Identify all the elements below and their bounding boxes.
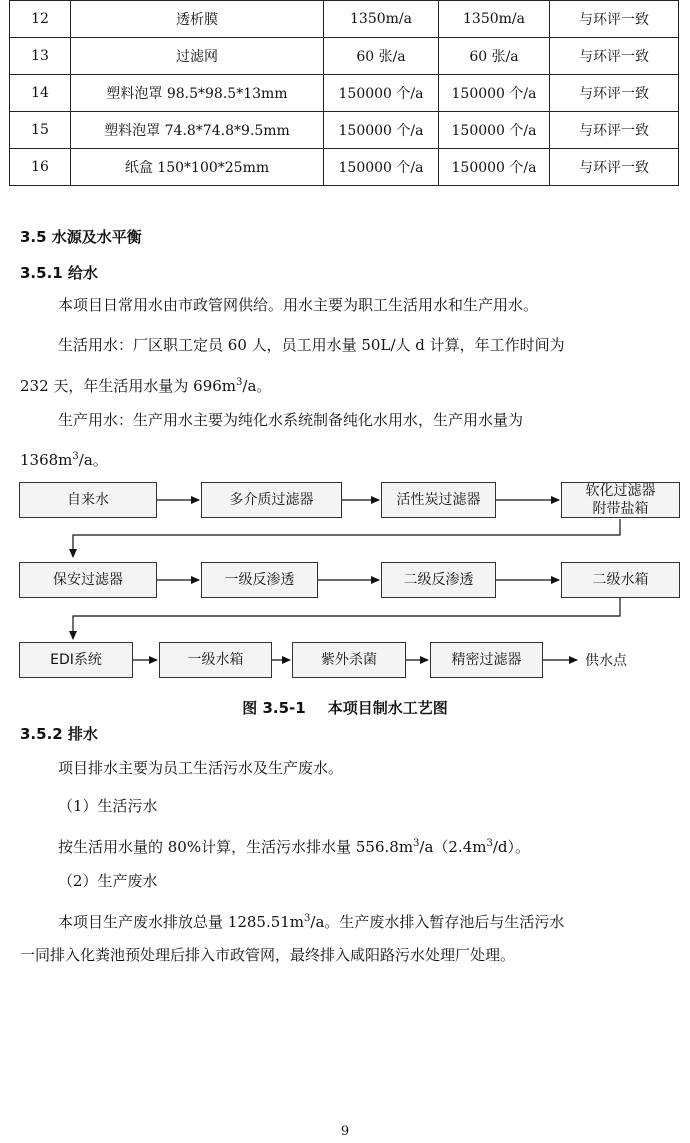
section-heading-water-balance: 3.5 水源及水平衡 [20,228,142,246]
actual-amount: 150000 个/a [439,75,550,112]
text-span: /a。生产废水排入暂存池后与生活污水 [310,913,565,931]
flow-box-activated-carbon-filter: 活性炭过滤器 [381,482,496,518]
superscript: 3 [304,913,311,924]
design-amount: 60 张/a [324,38,439,75]
superscript: 3 [413,838,420,849]
text-span: /d）。 [492,838,531,856]
consistency-note: 与环评一致 [550,75,679,112]
flow-box-tap-water: 自来水 [19,482,157,518]
actual-amount: 150000 个/a [439,149,550,186]
row-number: 16 [10,149,71,186]
superscript: 3 [236,377,243,388]
text-span: 按生活用水量的 80%计算，生活污水排水量 556.8m [58,838,414,856]
text-span: /a。 [78,451,108,469]
row-number: 12 [10,1,71,38]
flow-box-primary-tank: 一级水箱 [159,642,272,678]
material-name: 塑料泡罩 98.5*98.5*13mm [71,75,324,112]
row-number: 14 [10,75,71,112]
design-amount: 150000 个/a [324,149,439,186]
paragraph-drainage-intro: 项目排水主要为员工生活污水及生产废水。 [58,759,344,777]
figure-title: 本项目制水工艺图 [327,699,448,717]
material-name: 纸盒 150*100*25mm [71,149,324,186]
text-span: 1368m [20,451,73,469]
design-amount: 1350m/a [324,1,439,38]
paragraph-supply-source: 本项目日常用水由市政管网供给。用水主要为职工生活用水和生产用水。 [58,296,539,314]
consistency-note: 与环评一致 [550,38,679,75]
text-span: 本项目生产废水排放总量 1285.51m [58,913,305,931]
arrow [73,598,620,639]
flow-box-secondary-ro: 二级反渗透 [381,562,496,598]
flow-box-secondary-tank: 二级水箱 [561,562,680,598]
paragraph-production-water-line1: 生产用水：生产用水主要为纯化水系统制备纯化水用水，生产用水量为 [58,411,524,429]
actual-amount: 1350m/a [439,1,550,38]
subsection-heading-water-supply: 3.5.1 给水 [20,264,98,282]
flow-box-uv-sterilization: 紫外杀菌 [292,642,406,678]
paragraph-production-wastewater-line2: 一同排入化粪池预处理后排入市政管网，最终排入咸阳路污水处理厂处理。 [20,946,516,964]
material-name: 过滤网 [71,38,324,75]
superscript: 3 [486,838,493,849]
paragraph-domestic-water-line1: 生活用水：厂区职工定员 60 人，员工用水量 50L/人 d 计算，年工作时间为 [58,336,565,354]
actual-amount: 150000 个/a [439,112,550,149]
flow-box-precision-filter: 精密过滤器 [430,642,543,678]
paragraph-domestic-sewage [20,833,690,858]
design-amount: 150000 个/a [324,112,439,149]
design-amount: 150000 个/a [324,75,439,112]
material-name: 透析膜 [71,1,324,38]
arrow [73,519,620,557]
consistency-note: 与环评一致 [550,149,679,186]
figure-caption [0,697,690,718]
consistency-note: 与环评一致 [550,112,679,149]
list-item-domestic-sewage: （1）生活污水 [58,797,158,815]
figure-number: 图 3.5-1 [242,699,306,717]
flow-box-primary-ro: 一级反渗透 [201,562,318,598]
material-name: 塑料泡罩 74.8*74.8*9.5mm [71,112,324,149]
box-label-line: 附带盐箱 [592,501,649,517]
box-label-line: 软化过滤器 [585,483,656,499]
page-number: 9 [340,1124,350,1139]
text-span: /a。 [242,377,272,395]
row-number: 13 [10,38,71,75]
flow-box-softening-filter [561,482,680,518]
consistency-note: 与环评一致 [550,1,679,38]
list-item-production-wastewater: （2）生产废水 [58,872,158,890]
flow-box-edi-system: EDI系统 [19,642,133,678]
flow-box-multimedia-filter: 多介质过滤器 [201,482,342,518]
subsection-heading-drainage: 3.5.2 排水 [20,725,98,743]
flow-output-supply-point: 供水点 [585,653,627,669]
paragraph-production-wastewater-line1 [20,908,690,933]
actual-amount: 60 张/a [439,38,550,75]
superscript: 3 [72,451,79,462]
flow-box-security-filter: 保安过滤器 [19,562,157,598]
text-span: 232 天，年生活用水量为 696m [20,377,237,395]
row-number: 15 [10,112,71,149]
text-span: /a（2.4m [419,838,487,856]
